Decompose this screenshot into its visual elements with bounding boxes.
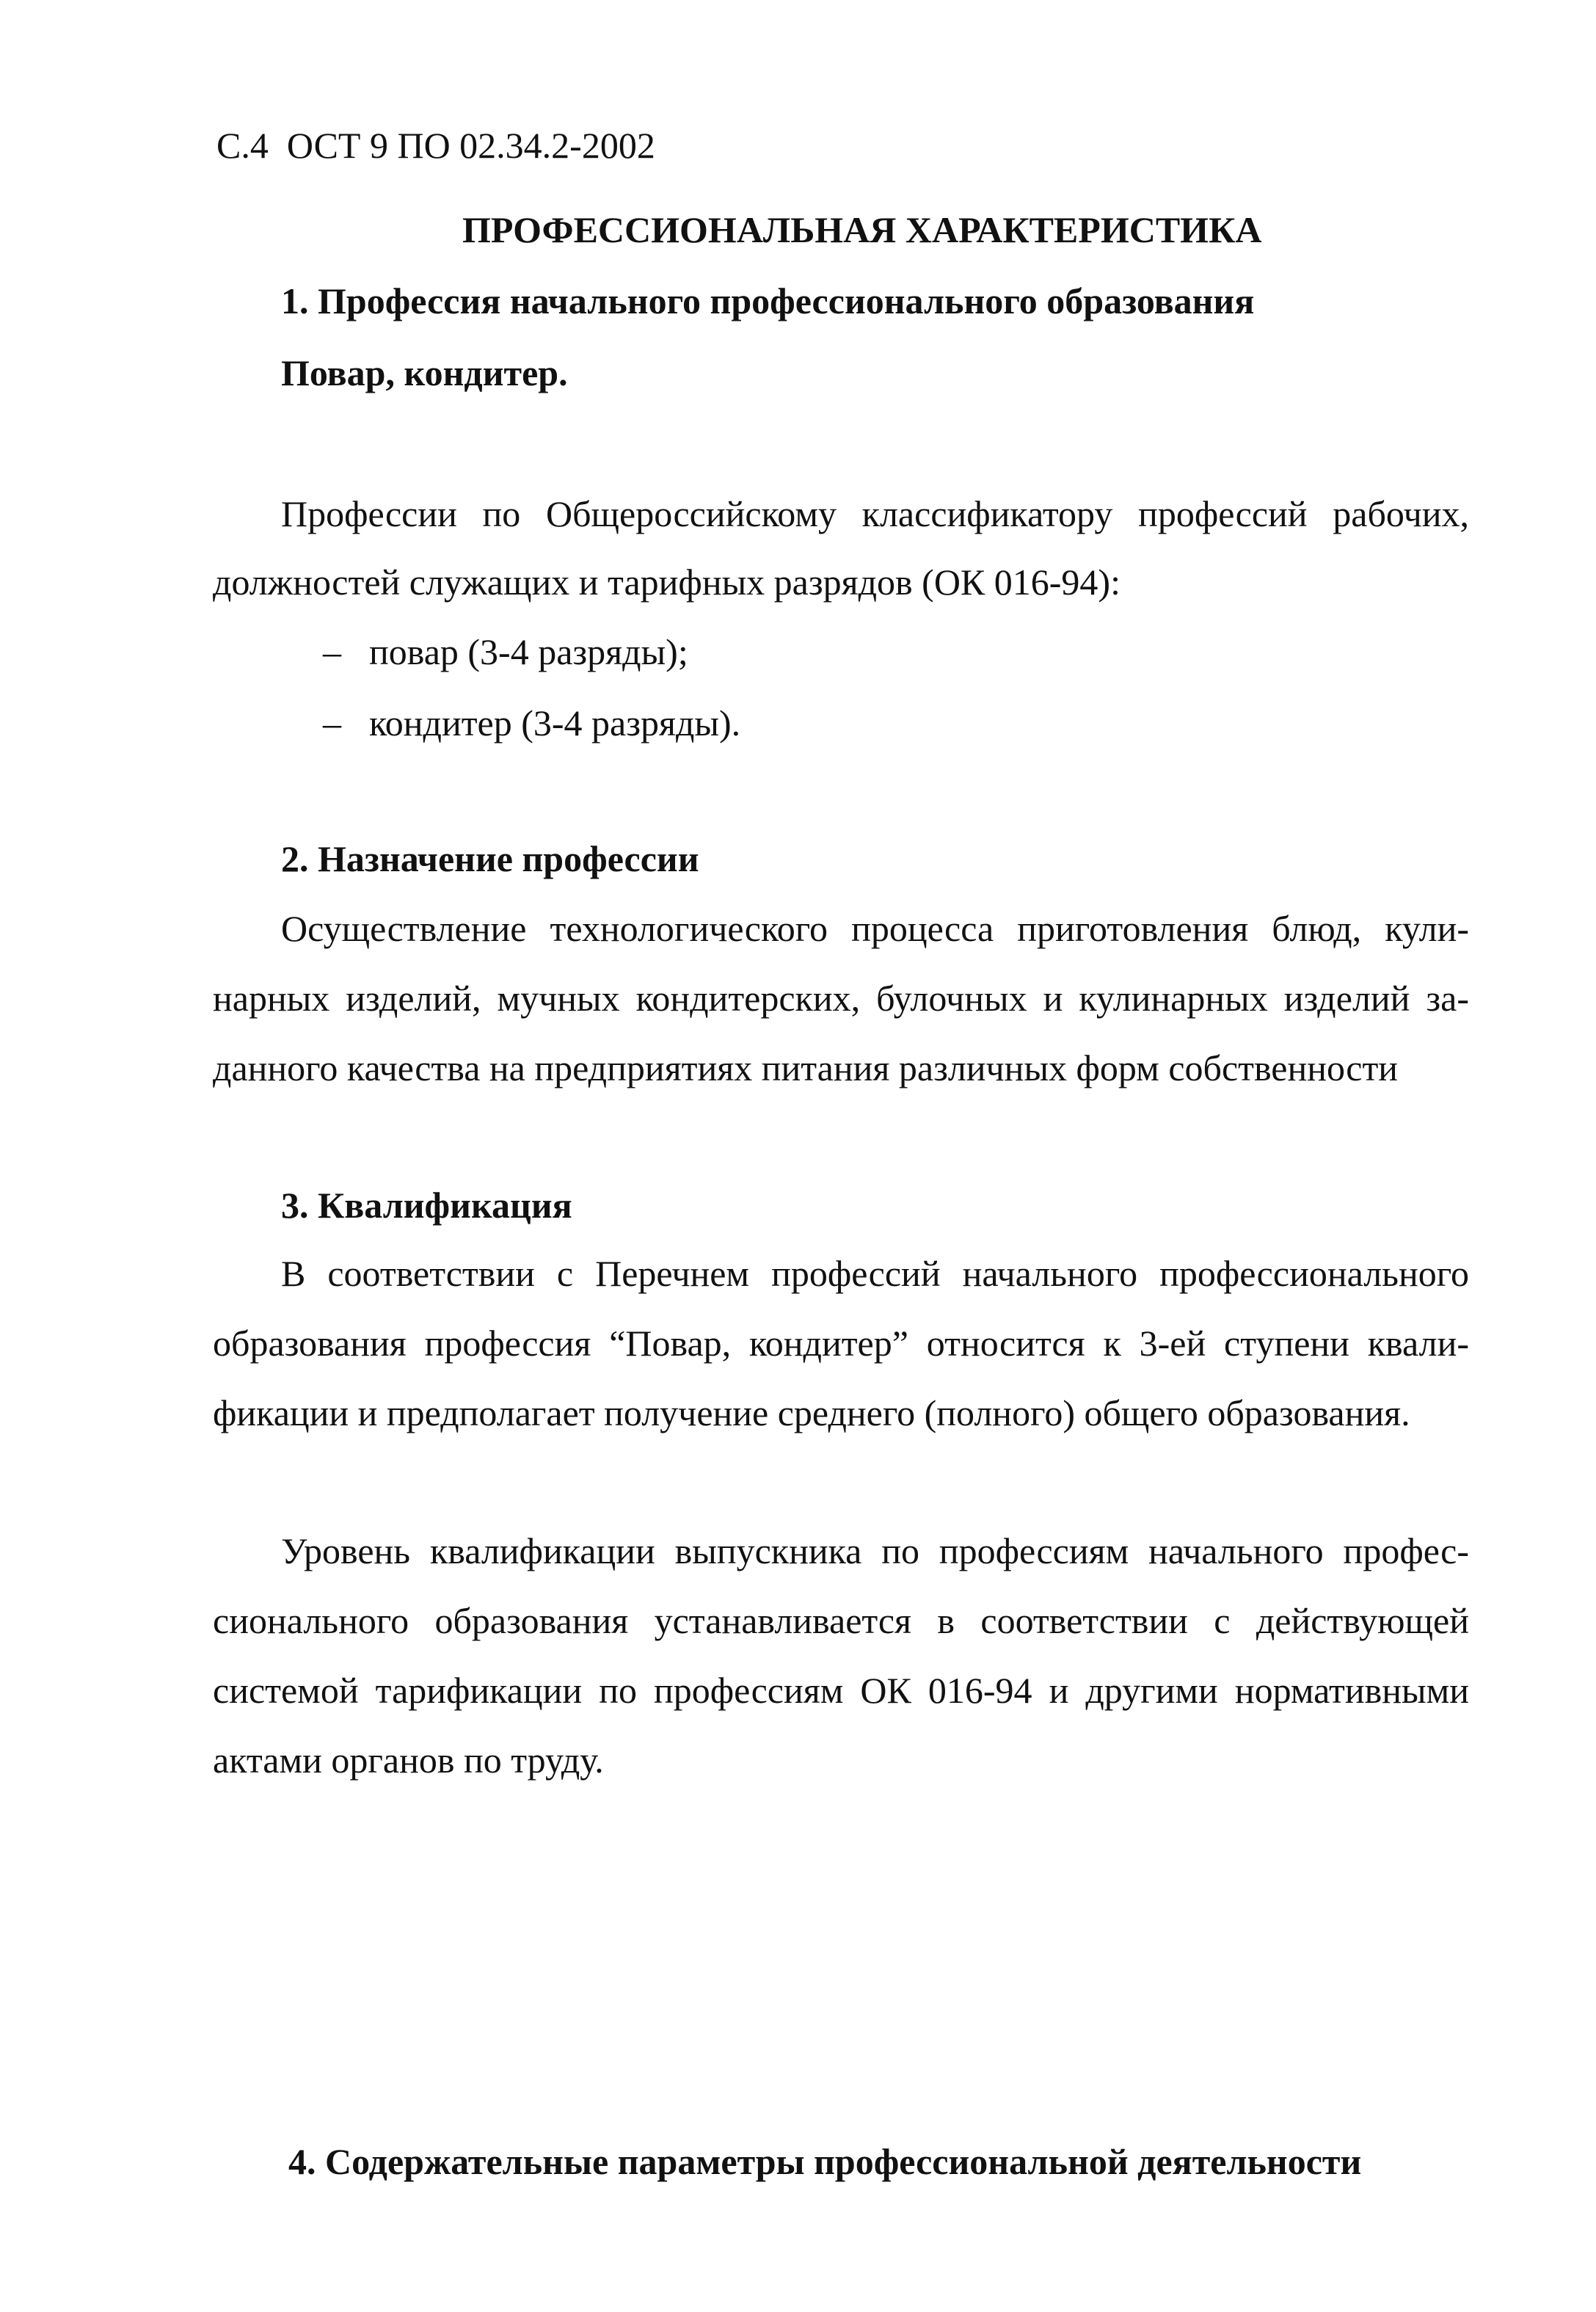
section3-para-line: системой тарификации по профессиям ОК 016-94 и другими нормативными [213,1670,1469,1711]
section2-para-line: нарных изделий, мучных кондитерских, булочных и кулинарных изделий за- [213,978,1469,1019]
section3-para-line: Уровень квалификации выпускника по профессиям начального профес- [281,1530,1469,1571]
list-item: кондитер (3-4 разряды). [369,702,741,744]
section1-para-line: Профессии по Общероссийскому классификатору профессий рабочих, [281,493,1469,534]
section3-para-line: актами органов по труду. [213,1740,604,1781]
page-number: С.4 [216,125,269,166]
section3-heading: 3. Квалификация [281,1185,572,1226]
section3-para-line: фикации и предполагает получение среднего (полного) общего образования. [213,1392,1410,1433]
section4-heading: 4. Содержательные параметры профессиональной деятельности [288,2141,1362,2182]
section3-para-line: В соответствии с Перечнем профессий начального профессионального [281,1253,1469,1294]
profession-name: Повар, кондитер. [281,352,568,393]
standard-code: ОСТ 9 ПО 02.34.2-2002 [286,125,655,166]
list-item: повар (3-4 разряды); [369,631,688,672]
section2-para-line: данного качества на предприятиях питания различных форм собственности [213,1047,1399,1088]
section2-heading: 2. Назначение профессии [281,838,699,879]
section1-para-line: должностей служащих и тарифных разрядов (ОК 016-94): [213,561,1121,603]
document-title: ПРОФЕССИОНАЛЬНАЯ ХАРАКТЕРИСТИКА [462,209,1262,250]
list-bullet: – [323,631,341,672]
section2-para-line: Осуществление технологического процесса приготовления блюд, кули- [281,908,1469,949]
page-header [216,123,655,167]
section3-para-line: сионального образования устанавливается в соответствии с действующей [213,1600,1469,1641]
section3-para-line: образования профессия “Повар, кондитер” относится к 3-ей ступени квали- [213,1323,1469,1364]
list-bullet: – [323,702,341,744]
section1-heading: 1. Профессия начального профессионального образования [281,280,1255,321]
